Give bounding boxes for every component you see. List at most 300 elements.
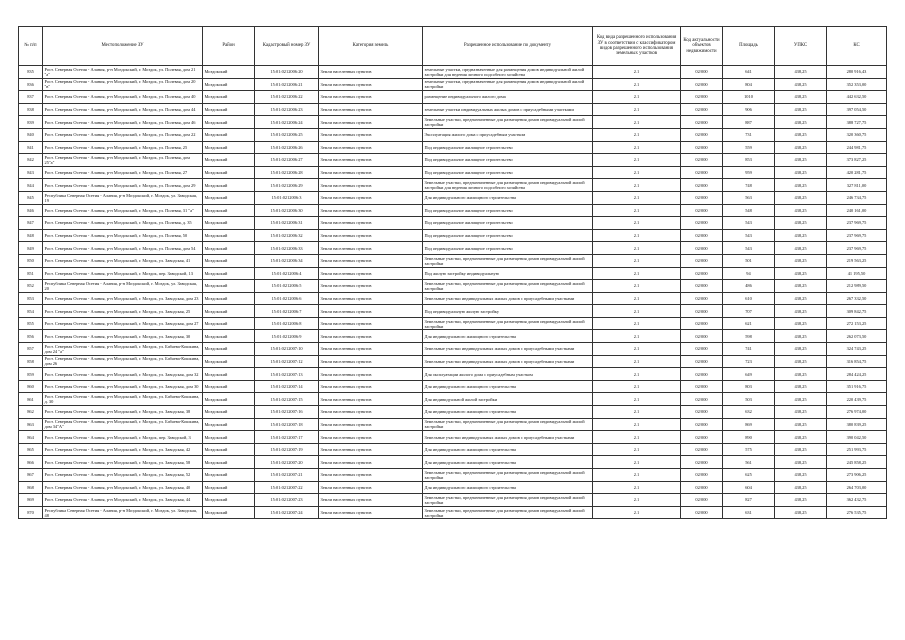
cell-cadastral-number: 15:01:0212007:24 xyxy=(255,506,319,519)
land-parcels-table xyxy=(18,26,887,519)
cell-district: Моздокский xyxy=(203,116,255,129)
cell-number: 851 xyxy=(19,267,43,280)
cell-district: Моздокский xyxy=(203,330,255,343)
cell-location: Рост. Северная Осетия - Алания, р-н Моздокский, г. Моздок, ул. Заводская, дом 27 xyxy=(43,317,203,330)
cell-number: 859 xyxy=(19,368,43,381)
cell-area: 543 xyxy=(723,242,775,255)
cell-permitted-use: размещение индивидуального жилого дома xyxy=(423,91,593,104)
cell-actuality-code: 02/000 xyxy=(681,154,723,167)
cell-district: Моздокский xyxy=(203,217,255,230)
cell-actuality-code: 02/000 xyxy=(681,355,723,368)
cell-area: 641 xyxy=(723,66,775,79)
cell-upks: 438,25 xyxy=(775,431,827,444)
cell-area: 621 xyxy=(723,317,775,330)
cell-actuality-code: 02/000 xyxy=(681,141,723,154)
cell-ks: 264 703,00 xyxy=(827,481,887,494)
cell-ks: 284 424,25 xyxy=(827,368,887,381)
cell-actuality-code: 02/000 xyxy=(681,406,723,419)
cell-upks: 438,25 xyxy=(775,191,827,204)
cell-area: 575 xyxy=(723,443,775,456)
cell-land-category: Земли населенных пунктов xyxy=(319,355,423,368)
cell-use-code: 2.1 xyxy=(593,506,681,519)
table-row xyxy=(19,355,887,368)
header-area: Площадь xyxy=(723,27,775,66)
table-row xyxy=(19,103,887,116)
cell-number: 835 xyxy=(19,66,43,79)
table-row xyxy=(19,292,887,305)
cell-upks: 438,25 xyxy=(775,242,827,255)
table-row xyxy=(19,443,887,456)
cell-permitted-use: Земельные участки, предназначенные для размещения домов индивидуальной жилой застройки xyxy=(423,116,593,129)
cell-location: Рост. Северная Осетия - Алания, р-н Моздокский, г. Моздок, ул. Полевая, 50 xyxy=(43,229,203,242)
cell-permitted-use: земельные участки, предназначенные для размещения домов индивидуальной жилой застройки для ведения личного подсобного хозяйства xyxy=(423,66,593,79)
cell-ks: 362 432,75 xyxy=(827,494,887,507)
cell-permitted-use: Для индивидуального жилищного строительства xyxy=(423,330,593,343)
table-row xyxy=(19,78,887,91)
cell-upks: 438,25 xyxy=(775,305,827,318)
cell-cadastral-number: 15:01:0212006:7 xyxy=(255,305,319,318)
cell-permitted-use: Для индивидуальной жилой застройки xyxy=(423,393,593,406)
header-land-category: Категория земель xyxy=(319,27,423,66)
cell-area: 649 xyxy=(723,368,775,381)
cell-district: Моздокский xyxy=(203,166,255,179)
cell-location: Рост. Северная Осетия - Алания, р-н Моздокский, г. Моздок, ул. Заводская, 41 xyxy=(43,254,203,267)
cell-location: Рост. Северная Осетия - Алания, р-н Моздокский, г. Моздок, ул. Полевая, 31 "а" xyxy=(43,204,203,217)
cell-use-code: 2.1 xyxy=(593,191,681,204)
cell-permitted-use: Под жилую застройку индивидуальную xyxy=(423,267,593,280)
cell-land-category: Земли населенных пунктов xyxy=(319,380,423,393)
cell-district: Моздокский xyxy=(203,305,255,318)
cell-area: 906 xyxy=(723,103,775,116)
table-row xyxy=(19,116,887,129)
cell-permitted-use: Земельные участки, предназначенные для размещения домов индивидуальной жилой застройки xyxy=(423,280,593,293)
cell-use-code: 2.1 xyxy=(593,456,681,469)
cell-ks: 273 906,25 xyxy=(827,469,887,482)
cell-location: Рост. Северная Осетия - Алания, р-н Моздокский, г. Моздок, ул. Заводская, дом 30 xyxy=(43,380,203,393)
cell-location: Рост. Северная Осетия - Алания, р-н Моздокский, г. Моздок, ул. Полевая, дом 40 xyxy=(43,91,203,104)
cell-number: 857 xyxy=(19,343,43,356)
cell-land-category: Земли населенных пунктов xyxy=(319,91,423,104)
cell-upks: 438,25 xyxy=(775,406,827,419)
cell-number: 870 xyxy=(19,506,43,519)
cell-permitted-use: Под индивидуальное жилищное строительство xyxy=(423,229,593,242)
cell-upks: 438,25 xyxy=(775,78,827,91)
cell-location: Рост. Северная Осетия - Алания, р-н Моздокский, г. Моздок, пер. Заводской, 3 xyxy=(43,431,203,444)
cell-district: Моздокский xyxy=(203,267,255,280)
cell-district: Моздокский xyxy=(203,317,255,330)
cell-district: Моздокский xyxy=(203,254,255,267)
cell-land-category: Земли населенных пунктов xyxy=(319,406,423,419)
cell-cadastral-number: 15:01:0212007:23 xyxy=(255,494,319,507)
cell-cadastral-number: 15:01:0212006:34 xyxy=(255,254,319,267)
cell-permitted-use: Земельные участки, предназначенные для размещения домов индивидуальной жилой застройки xyxy=(423,469,593,482)
cell-permitted-use: Для индивидуального жилищного строительства xyxy=(423,443,593,456)
cell-use-code: 2.1 xyxy=(593,141,681,154)
cell-permitted-use: Земельные участки, предназначенные для размещения домов индивидуальной жилой застройки xyxy=(423,254,593,267)
cell-number: 865 xyxy=(19,443,43,456)
cell-use-code: 2.1 xyxy=(593,443,681,456)
cell-number: 842 xyxy=(19,154,43,167)
cell-area: 503 xyxy=(723,393,775,406)
cell-use-code: 2.1 xyxy=(593,254,681,267)
cell-ks: 388 727,75 xyxy=(827,116,887,129)
cell-upks: 438,25 xyxy=(775,141,827,154)
cell-cadastral-number: 15:01:0212006:9 xyxy=(255,330,319,343)
cell-land-category: Земли населенных пунктов xyxy=(319,317,423,330)
cell-district: Моздокский xyxy=(203,431,255,444)
cell-location: Рост. Северная Осетия - Алания, р-н Моздокский, г. Моздок, ул. Заводская, 30 xyxy=(43,330,203,343)
cell-actuality-code: 02/000 xyxy=(681,393,723,406)
cell-actuality-code: 02/000 xyxy=(681,494,723,507)
cell-area: 959 xyxy=(723,166,775,179)
table-row xyxy=(19,191,887,204)
header-permitted-use: Разрешенное использование по документу xyxy=(423,27,593,66)
table-header-row xyxy=(19,27,887,66)
table-row xyxy=(19,179,887,192)
cell-land-category: Земли населенных пунктов xyxy=(319,292,423,305)
cell-land-category: Земли населенных пунктов xyxy=(319,254,423,267)
cell-permitted-use: Эксплуатация жилого дома с приусадебным участком xyxy=(423,128,593,141)
cell-actuality-code: 02/000 xyxy=(681,78,723,91)
cell-area: 804 xyxy=(723,78,775,91)
cell-ks: 316 854,75 xyxy=(827,355,887,368)
cell-ks: 327 811,00 xyxy=(827,179,887,192)
cell-ks: 251 993,75 xyxy=(827,443,887,456)
header-district: Район xyxy=(203,27,255,66)
cell-use-code: 2.1 xyxy=(593,166,681,179)
cell-cadastral-number: 15:01:0212006:8 xyxy=(255,317,319,330)
cell-area: 610 xyxy=(723,292,775,305)
table-row xyxy=(19,154,887,167)
cell-number: 853 xyxy=(19,292,43,305)
cell-upks: 438,25 xyxy=(775,469,827,482)
cell-number: 868 xyxy=(19,481,43,494)
cell-use-code: 2.1 xyxy=(593,179,681,192)
cell-permitted-use: Для индивидуального жилищного строительства xyxy=(423,481,593,494)
table-row xyxy=(19,431,887,444)
cell-cadastral-number: 15:01:0212006:28 xyxy=(255,166,319,179)
cell-location: Республика Северная Осетия - Алания, р-н Моздокский, г. Моздок, ул. Заводская, 20 xyxy=(43,280,203,293)
cell-cadastral-number: 15:01:0212007:10 xyxy=(255,343,319,356)
cell-use-code: 2.1 xyxy=(593,66,681,79)
cell-ks: 262 073,50 xyxy=(827,330,887,343)
cell-ks: 246 734,75 xyxy=(827,191,887,204)
cell-use-code: 2.1 xyxy=(593,431,681,444)
cell-land-category: Земли населенных пунктов xyxy=(319,481,423,494)
cell-land-category: Земли населенных пунктов xyxy=(319,443,423,456)
cell-permitted-use: Для индивидуального жилищного строительства xyxy=(423,191,593,204)
cell-ks: 237 969,75 xyxy=(827,242,887,255)
cell-location: Рост. Северная Осетия - Алания, р-н Моздокский, г. Моздок, ул. Полевая, дом 29 xyxy=(43,179,203,192)
cell-actuality-code: 02/000 xyxy=(681,242,723,255)
cell-upks: 438,25 xyxy=(775,66,827,79)
cell-district: Моздокский xyxy=(203,355,255,368)
cell-location: Рост. Северная Осетия - Алания, р-н Моздокский, г. Моздок, ул. Заводская, 52 xyxy=(43,469,203,482)
cell-location: Рост. Северная Осетия - Алания, р-н Моздокский, г. Моздок, ул. Полевая, дом 25"а" xyxy=(43,154,203,167)
cell-cadastral-number: 15:01:0212007:13 xyxy=(255,368,319,381)
cell-use-code: 2.1 xyxy=(593,103,681,116)
cell-permitted-use: Под индивидуальное жилищное строительство xyxy=(423,217,593,230)
cell-location: Рост. Северная Осетия - Алания, р-н Моздокский, г. Моздок, ул. Полевая, 25 xyxy=(43,141,203,154)
cell-permitted-use: Под индивидуальное жилищное строительство xyxy=(423,166,593,179)
cell-actuality-code: 02/000 xyxy=(681,191,723,204)
cell-permitted-use: Под индивидуальную жилую застройку xyxy=(423,305,593,318)
cell-number: 867 xyxy=(19,469,43,482)
cell-cadastral-number: 15:01:0212007:14 xyxy=(255,380,319,393)
table-row xyxy=(19,456,887,469)
cell-area: 1010 xyxy=(723,91,775,104)
cell-location: Рост. Северная Осетия - Алания, р-н Моздокский, г. Моздок, ул. Полевая, дом 21 "а" xyxy=(43,66,203,79)
cell-number: 848 xyxy=(19,229,43,242)
cell-upks: 438,25 xyxy=(775,292,827,305)
cell-land-category: Земли населенных пунктов xyxy=(319,78,423,91)
cell-upks: 438,25 xyxy=(775,229,827,242)
cell-use-code: 2.1 xyxy=(593,229,681,242)
table-row xyxy=(19,267,887,280)
cell-actuality-code: 02/000 xyxy=(681,179,723,192)
cell-permitted-use: земельные участки, предназначенные для размещения домов индивидуальной жилой застройки xyxy=(423,78,593,91)
cell-ks: 351 916,75 xyxy=(827,380,887,393)
cell-district: Моздокский xyxy=(203,443,255,456)
cell-ks: 442 632,50 xyxy=(827,91,887,104)
cell-use-code: 2.1 xyxy=(593,406,681,419)
cell-area: 853 xyxy=(723,154,775,167)
cell-land-category: Земли населенных пунктов xyxy=(319,393,423,406)
cell-upks: 438,25 xyxy=(775,103,827,116)
cell-use-code: 2.1 xyxy=(593,116,681,129)
cell-actuality-code: 02/000 xyxy=(681,443,723,456)
cell-location: Рост. Северная Осетия - Алания, р-н Моздокский, г. Моздок, ул. Полевая, дом 20 "в" xyxy=(43,78,203,91)
cell-actuality-code: 02/000 xyxy=(681,368,723,381)
cell-location: Рост. Северная Осетия - Алания, р-н Моздокский, г. Моздок, ул. Заводская, 58 xyxy=(43,456,203,469)
cell-land-category: Земли населенных пунктов xyxy=(319,128,423,141)
cell-ks: 420 281,75 xyxy=(827,166,887,179)
cell-upks: 438,25 xyxy=(775,443,827,456)
table-row xyxy=(19,242,887,255)
cell-number: 843 xyxy=(19,166,43,179)
cell-number: 839 xyxy=(19,116,43,129)
cell-ks: 280 916,43 xyxy=(827,66,887,79)
cell-use-code: 2.1 xyxy=(593,368,681,381)
cell-ks: 219 563,25 xyxy=(827,254,887,267)
cell-land-category: Земли населенных пунктов xyxy=(319,418,423,431)
cell-land-category: Земли населенных пунктов xyxy=(319,469,423,482)
cell-number: 863 xyxy=(19,418,43,431)
cell-upks: 438,25 xyxy=(775,204,827,217)
header-upks: УПКС xyxy=(775,27,827,66)
cell-land-category: Земли населенных пунктов xyxy=(319,330,423,343)
cell-district: Моздокский xyxy=(203,242,255,255)
table-row xyxy=(19,506,887,519)
cell-district: Моздокский xyxy=(203,154,255,167)
table-row xyxy=(19,330,887,343)
cell-cadastral-number: 15:01:0212006:32 xyxy=(255,229,319,242)
cell-location: Республика Северная Осетия - Алания, р-н Моздокский, г. Моздок, ул. Заводская, 19 xyxy=(43,191,203,204)
cell-ks: 267 332,50 xyxy=(827,292,887,305)
cell-land-category: Земли населенных пунктов xyxy=(319,280,423,293)
cell-location: Рост. Северная Осетия - Алания, р-н Моздокский, г. Моздок, ул. Заводская, 40 xyxy=(43,481,203,494)
cell-district: Моздокский xyxy=(203,456,255,469)
cell-number: 852 xyxy=(19,280,43,293)
cell-district: Моздокский xyxy=(203,418,255,431)
cell-location: Рост. Северная Осетия - Алания, р-н Моздокский, г. Моздок, ул. Полевая, дом 46 xyxy=(43,116,203,129)
cell-use-code: 2.1 xyxy=(593,330,681,343)
cell-upks: 438,25 xyxy=(775,481,827,494)
cell-ks: 380 839,25 xyxy=(827,418,887,431)
cell-cadastral-number: 15:01:0212006:5 xyxy=(255,280,319,293)
table-row xyxy=(19,481,887,494)
cell-district: Моздокский xyxy=(203,128,255,141)
cell-actuality-code: 02/000 xyxy=(681,292,723,305)
cell-area: 887 xyxy=(723,116,775,129)
cell-number: 864 xyxy=(19,431,43,444)
table-row xyxy=(19,217,887,230)
table-row xyxy=(19,380,887,393)
cell-upks: 438,25 xyxy=(775,456,827,469)
cell-ks: 237 969,75 xyxy=(827,229,887,242)
cell-location: Рост. Северная Осетия - Алания, р-н Моздокский, г. Моздок, ул. Бабаева-Кошкина, дом 24 "а" xyxy=(43,343,203,356)
cell-number: 860 xyxy=(19,380,43,393)
cell-area: 486 xyxy=(723,280,775,293)
cell-area: 94 xyxy=(723,267,775,280)
cell-permitted-use: Земельные участки индивидуальных жилых домов с приусадебными участками xyxy=(423,355,593,368)
cell-actuality-code: 02/000 xyxy=(681,305,723,318)
cell-use-code: 2.1 xyxy=(593,305,681,318)
cell-ks: 373 827,25 xyxy=(827,154,887,167)
table-row xyxy=(19,393,887,406)
cell-ks: 390 042,50 xyxy=(827,431,887,444)
cell-upks: 438,25 xyxy=(775,368,827,381)
cell-ks: 240 161,00 xyxy=(827,204,887,217)
cell-actuality-code: 02/000 xyxy=(681,380,723,393)
cell-cadastral-number: 15:01:0212007:19 xyxy=(255,443,319,456)
cell-actuality-code: 02/000 xyxy=(681,418,723,431)
cell-land-category: Земли населенных пунктов xyxy=(319,141,423,154)
cell-land-category: Земли населенных пунктов xyxy=(319,431,423,444)
cell-upks: 438,25 xyxy=(775,91,827,104)
cell-location: Рост. Северная Осетия - Алания, р-н Моздокский, г. Моздок, ул. Бабаева-Кошкина, дом 26 xyxy=(43,355,203,368)
cell-permitted-use: Для индивидуального жилищного строительства xyxy=(423,380,593,393)
table-row xyxy=(19,128,887,141)
cell-land-category: Земли населенных пунктов xyxy=(319,267,423,280)
cell-cadastral-number: 15:01:0212006:25 xyxy=(255,128,319,141)
cell-number: 837 xyxy=(19,91,43,104)
cell-use-code: 2.1 xyxy=(593,380,681,393)
cell-ks: 245 858,25 xyxy=(827,456,887,469)
table-row xyxy=(19,406,887,419)
cell-district: Моздокский xyxy=(203,292,255,305)
cell-location: Рост. Северная Осетия - Алания, р-н Моздокский, г. Моздок, ул. Заводская, 25 xyxy=(43,305,203,318)
cell-location: Рост. Северная Осетия - Алания, р-н Моздокский, г. Моздок, ул. Бабаева-Кошкина, д. 30 xyxy=(43,393,203,406)
cell-cadastral-number: 15:01:0212006:23 xyxy=(255,103,319,116)
table-row xyxy=(19,229,887,242)
cell-ks: 272 153,25 xyxy=(827,317,887,330)
table-row xyxy=(19,66,887,79)
cell-district: Моздокский xyxy=(203,368,255,381)
cell-cadastral-number: 15:01:0212007:15 xyxy=(255,393,319,406)
cell-land-category: Земли населенных пунктов xyxy=(319,179,423,192)
cell-ks: 212 989,50 xyxy=(827,280,887,293)
cell-ks: 320 360,75 xyxy=(827,128,887,141)
cell-actuality-code: 02/000 xyxy=(681,431,723,444)
cell-cadastral-number: 15:01:0212007:16 xyxy=(255,406,319,419)
cell-cadastral-number: 15:01:0212007:18 xyxy=(255,418,319,431)
cell-number: 854 xyxy=(19,305,43,318)
cell-cadastral-number: 15:01:0212006:4 xyxy=(255,267,319,280)
cell-ks: 41 195,50 xyxy=(827,267,887,280)
cell-area: 803 xyxy=(723,380,775,393)
cell-number: 858 xyxy=(19,355,43,368)
cell-permitted-use: земельные участки индивидуальных жилых домов с приусадебными участками xyxy=(423,103,593,116)
cell-area: 632 xyxy=(723,406,775,419)
cell-actuality-code: 02/000 xyxy=(681,267,723,280)
table-row xyxy=(19,254,887,267)
cell-area: 561 xyxy=(723,456,775,469)
cell-area: 563 xyxy=(723,191,775,204)
cell-cadastral-number: 15:01:0212007:12 xyxy=(255,355,319,368)
cell-cadastral-number: 15:01:0212007:21 xyxy=(255,469,319,482)
cell-location: Рост. Северная Осетия - Алания, р-н Моздокский, г. Моздок, пер. Заводской, 13 xyxy=(43,267,203,280)
cell-area: 731 xyxy=(723,128,775,141)
cell-land-category: Земли населенных пунктов xyxy=(319,368,423,381)
cell-use-code: 2.1 xyxy=(593,242,681,255)
cell-number: 856 xyxy=(19,330,43,343)
cell-upks: 438,25 xyxy=(775,154,827,167)
cell-ks: 276 974,00 xyxy=(827,406,887,419)
cell-permitted-use: Земельные участки, предназначенные для размещения домов индивидуальной жилой застройки xyxy=(423,317,593,330)
cell-actuality-code: 02/000 xyxy=(681,204,723,217)
cell-number: 846 xyxy=(19,204,43,217)
cell-district: Моздокский xyxy=(203,393,255,406)
cell-number: 849 xyxy=(19,242,43,255)
cell-actuality-code: 02/000 xyxy=(681,506,723,519)
cell-location: Рост. Северная Осетия - Алания, р-н Моздокский, г. Моздок, ул. Заводская, 42 xyxy=(43,443,203,456)
cell-cadastral-number: 15:01:0212006:27 xyxy=(255,154,319,167)
cell-upks: 438,25 xyxy=(775,380,827,393)
cell-permitted-use: Для индивидуального жилищного строительства xyxy=(423,406,593,419)
cell-actuality-code: 02/000 xyxy=(681,91,723,104)
cell-use-code: 2.1 xyxy=(593,217,681,230)
cell-area: 827 xyxy=(723,494,775,507)
cell-upks: 438,25 xyxy=(775,343,827,356)
cell-actuality-code: 02/000 xyxy=(681,330,723,343)
cell-area: 543 xyxy=(723,217,775,230)
cell-district: Моздокский xyxy=(203,78,255,91)
cell-permitted-use: Земельные участки индивидуальных жилых домов с приусадебными участками xyxy=(423,343,593,356)
cell-ks: 276 535,75 xyxy=(827,506,887,519)
cell-ks: 397 054,50 xyxy=(827,103,887,116)
cell-land-category: Земли населенных пунктов xyxy=(319,494,423,507)
cell-actuality-code: 02/000 xyxy=(681,343,723,356)
cell-cadastral-number: 15:01:0212006:29 xyxy=(255,179,319,192)
cell-use-code: 2.1 xyxy=(593,343,681,356)
cell-district: Моздокский xyxy=(203,66,255,79)
cell-cadastral-number: 15:01:0212007:20 xyxy=(255,456,319,469)
cell-land-category: Земли населенных пунктов xyxy=(319,305,423,318)
cell-area: 604 xyxy=(723,481,775,494)
cell-upks: 438,25 xyxy=(775,280,827,293)
cell-cadastral-number: 15:01:0212006:3 xyxy=(255,191,319,204)
cell-actuality-code: 02/000 xyxy=(681,116,723,129)
cell-land-category: Земли населенных пунктов xyxy=(319,456,423,469)
cell-actuality-code: 02/000 xyxy=(681,280,723,293)
cell-land-category: Земли населенных пунктов xyxy=(319,506,423,519)
cell-actuality-code: 02/000 xyxy=(681,456,723,469)
cell-district: Моздокский xyxy=(203,343,255,356)
cell-cadastral-number: 15:01:0212007:17 xyxy=(255,431,319,444)
cell-number: 838 xyxy=(19,103,43,116)
table-row xyxy=(19,141,887,154)
